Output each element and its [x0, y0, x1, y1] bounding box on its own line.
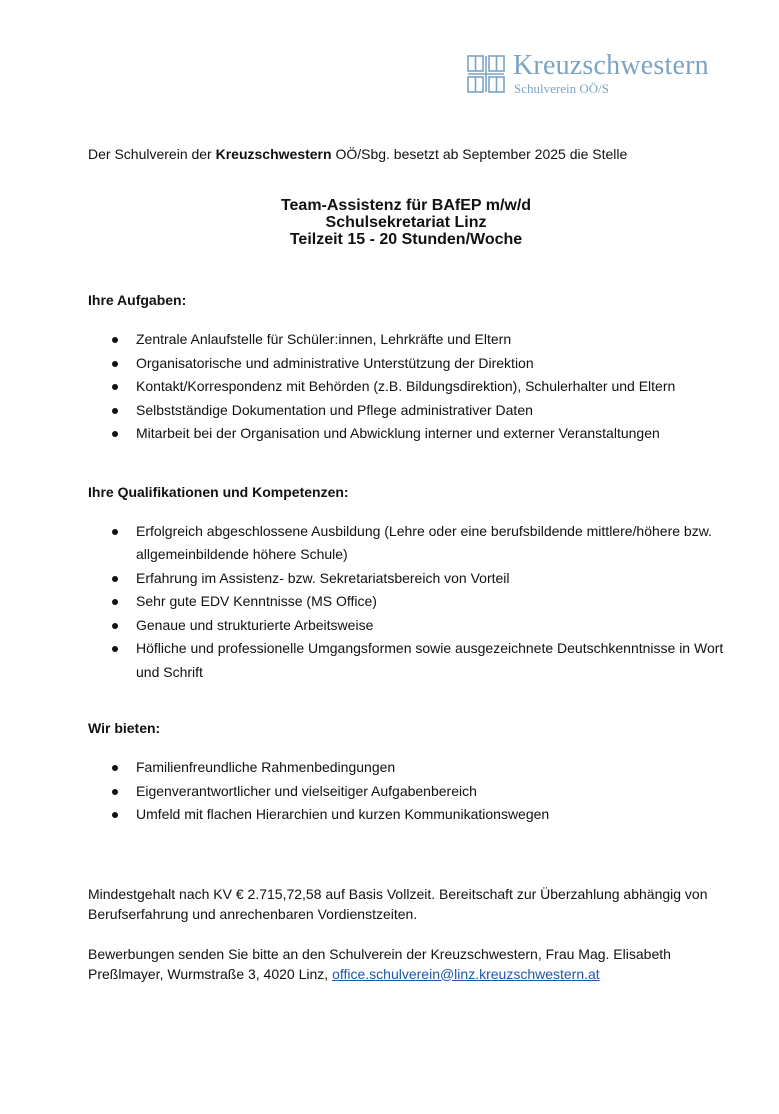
- offers-heading: Wir bieten:: [88, 720, 161, 736]
- job-title-line-1: Team-Assistenz für BAfEP m/w/d: [280, 197, 532, 214]
- list-item: [88, 422, 728, 446]
- list-item: [88, 328, 728, 352]
- cross-grid-logo-icon: [467, 55, 505, 93]
- list-item-text: Organisatorische und administrative Unterstützung der Direktion: [136, 354, 534, 371]
- offers-list: [88, 756, 728, 827]
- logo-brand-name: Kreuzschwestern: [513, 50, 709, 81]
- list-item: [88, 352, 728, 376]
- bullet-icon: [112, 646, 118, 652]
- list-item-text: Sehr gute EDV Kenntnisse (MS Office): [136, 593, 377, 609]
- logo-subtitle: Schulverein OÖ/S: [514, 81, 609, 96]
- qualifications-list: [88, 520, 728, 685]
- bullet-icon: [112, 623, 118, 629]
- bullet-icon: [112, 812, 118, 818]
- list-item: [88, 637, 728, 684]
- list-item-text: Erfahrung im Assistenz- bzw. Sekretariatsbereich von Vorteil: [136, 569, 510, 586]
- job-title-line-3: Teilzeit 15 - 20 Stunden/Woche: [289, 231, 523, 248]
- list-item: [88, 399, 728, 423]
- list-item-text: Mitarbeit bei der Organisation und Abwicklung interner und externer Veranstaltungen: [136, 425, 660, 441]
- application-text: [88, 944, 728, 984]
- job-posting: [88, 144, 728, 984]
- list-item: [88, 520, 728, 567]
- bullet-icon: [112, 765, 118, 771]
- bullet-icon: [112, 576, 118, 582]
- logo: [467, 52, 747, 98]
- list-item: [88, 567, 728, 591]
- list-item-text: Familienfreundliche Rahmenbedingungen: [136, 759, 396, 775]
- list-item-text: Erfolgreich abgeschlossene Ausbildung (Lehre oder eine berufsbildende mittlere/höhere bzw. allgemeinbildende höhere Schule): [136, 522, 712, 562]
- tasks-list: [88, 328, 728, 446]
- tasks-heading: Ihre Aufgaben:: [88, 292, 187, 308]
- application-email-link[interactable]: office.schulverein@linz.kreuzschwestern.at: [332, 965, 600, 982]
- intro-text: [88, 144, 728, 164]
- list-item-text: Eigenverantwortlicher und vielseitiger Aufgabenbereich: [136, 782, 477, 799]
- application-instructions: Bewerbungen senden Sie bitte an den Schulverein der Kreuzschwestern, Frau Mag. Elisabeth Preßlmayer, Wurmstraße 3, 4020 Linz,: [88, 945, 671, 982]
- list-item: [88, 375, 728, 399]
- list-item-text: Höfliche und professionelle Umgangsformen sowie ausgezeichnete Deutschkenntnisse in Wort und Schrift: [136, 640, 724, 680]
- list-item-text: Selbstständige Dokumentation und Pflege administrativer Daten: [136, 401, 533, 418]
- bullet-icon: [112, 529, 118, 535]
- bullet-icon: [112, 431, 118, 437]
- list-item: [88, 756, 728, 780]
- qualifications-heading: Ihre Qualifikationen und Kompetenzen:: [88, 483, 349, 500]
- list-item: [88, 780, 728, 804]
- bullet-icon: [112, 789, 118, 795]
- intro-after: OÖ/Sbg. besetzt ab September 2025 die Stelle: [331, 146, 628, 162]
- list-item-text: Zentrale Anlaufstelle für Schüler:innen, Lehrkräfte und Eltern: [136, 331, 512, 347]
- salary-text: Mindestgehalt nach KV € 2.715,72,58 auf Basis Vollzeit. Bereitschaft zur Überzahlung abhängig von Berufserfahrung und anrechenbaren Vordienstzeiten.: [88, 885, 708, 922]
- intro-before: Der Schulverein der: [88, 146, 216, 162]
- list-item: [88, 590, 728, 614]
- list-item-text: Kontakt/Korrespondenz mit Behörden (z.B. Bildungsdirektion), Schulerhalter und Eltern: [136, 378, 676, 394]
- bullet-icon: [112, 599, 118, 605]
- bullet-icon: [112, 361, 118, 367]
- job-title: [88, 197, 724, 248]
- list-item-text: Genaue und strukturierte Arbeitsweise: [136, 616, 374, 633]
- list-item: [88, 803, 728, 827]
- bullet-icon: [112, 408, 118, 414]
- intro-bold-org: Kreuzschwestern: [215, 146, 332, 162]
- list-item: [88, 614, 728, 638]
- bullet-icon: [112, 384, 118, 390]
- bullet-icon: [112, 337, 118, 343]
- job-title-line-2: Schulsekretariat Linz: [325, 214, 487, 231]
- list-item-text: Umfeld mit flachen Hierarchien und kurzen Kommunikationswegen: [136, 806, 550, 822]
